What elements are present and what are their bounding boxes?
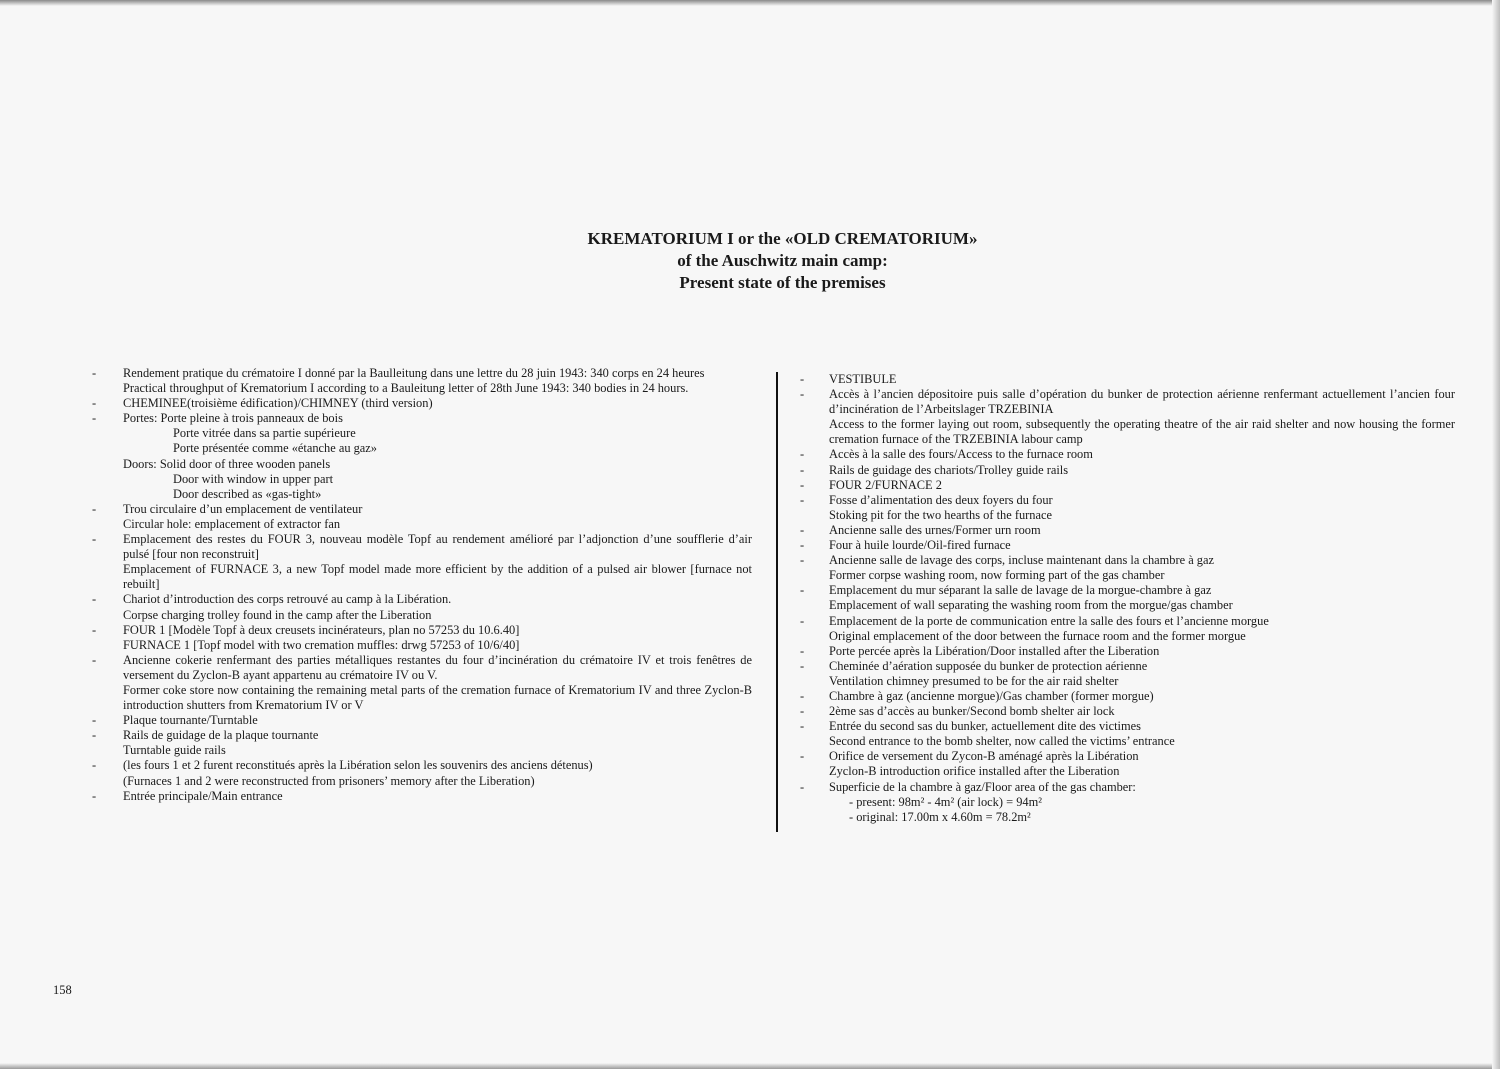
legend-entry <box>92 426 752 456</box>
list-dash: - <box>92 396 97 411</box>
legend-entry-text: Ancienne cokerie renfermant des parties métalliques restantes du four d’incinération du crématoire IV et trois fenêtres de versement du Zyclon-B ayant appartenu au crématoire IV ou V. <box>123 652 752 682</box>
legend-entry-text: Door with window in upper part <box>173 471 334 486</box>
list-dash: - <box>800 553 805 568</box>
page-number: 158 <box>53 983 72 997</box>
list-dash: - <box>92 652 97 667</box>
legend-entry <box>800 372 1455 387</box>
legend-entry <box>800 478 1455 493</box>
page-edge-top <box>0 0 1500 6</box>
legend-entry-text: Chariot d’introduction des corps retrouvé au camp à la Libération. <box>123 592 452 607</box>
legend-entry-text: Porte présentée comme «étanche au gaz» <box>173 441 378 456</box>
legend-entry <box>92 713 752 728</box>
legend-entry-text: Corpse charging trolley found in the camp after the Liberation <box>123 607 432 622</box>
legend-entry-text: Second entrance to the bomb shelter, now called the victims’ entrance <box>829 734 1175 749</box>
legend-entry <box>92 457 752 472</box>
list-dash: - <box>800 749 805 764</box>
list-dash: - <box>800 477 805 492</box>
legend-entry-text: Porte percée après la Libération/Door installed after the Liberation <box>829 643 1160 658</box>
list-dash: - <box>92 758 97 773</box>
legend-entry <box>92 653 752 713</box>
list-dash: - <box>92 622 97 637</box>
legend-entry-text: FURNACE 1 [Topf model with two cremation muffles: drwg 57253 of 10/6/40] <box>123 637 520 652</box>
legend-right-column <box>800 372 1455 825</box>
legend-entry-text: Entrée du second sas du bunker, actuellement dite des victimes <box>829 719 1141 734</box>
list-dash: - <box>92 592 97 607</box>
legend-entry <box>800 447 1455 462</box>
list-dash: - <box>800 462 805 477</box>
list-dash: - <box>92 366 97 380</box>
list-dash: - <box>800 522 805 537</box>
column-divider <box>776 372 778 832</box>
legend-entry-text: Turntable guide rails <box>123 743 226 758</box>
legend-entry-text: Superficie de la chambre à gaz/Floor area of the gas chamber: <box>829 779 1136 794</box>
legend-entry <box>92 789 752 804</box>
legend-entry-text: Orifice de versement du Zycon-B aménagé après la Libération <box>829 749 1139 764</box>
legend-entry-text: FOUR 1 [Modèle Topf à deux creusets incinérateurs, plan no 57253 du 10.6.40] <box>123 622 520 637</box>
legend-entry-text: VESTIBULE <box>829 372 897 386</box>
list-dash: - <box>800 583 805 598</box>
legend-entry <box>800 583 1455 613</box>
legend-entry <box>800 704 1455 719</box>
legend-entry <box>800 659 1455 689</box>
legend-entry <box>800 780 1455 825</box>
legend-entry-text: Emplacement des restes du FOUR 3, nouveau modèle Topf au rendement amélioré par l’adjonction d’une soufflerie d’air pulsé [four non reconstruit] <box>123 532 752 562</box>
list-dash: - <box>92 532 97 547</box>
legend-entry-text: Cheminée d’aération supposée du bunker de protection aérienne <box>829 658 1148 673</box>
legend-entry-text: Rails de guidage de la plaque tournante <box>123 728 319 743</box>
legend-entry-text: Former coke store now containing the remaining metal parts of the cremation furnace of Krematorium IV and three Zyclon-B introduction shutters from Krematorium IV or V <box>123 682 752 713</box>
legend-entry <box>92 728 752 758</box>
legend-entry <box>800 644 1455 659</box>
legend-entry <box>800 493 1455 523</box>
page-title <box>0 228 1500 294</box>
list-dash: - <box>92 788 97 803</box>
legend-entry-text: Ancienne salle de lavage des corps, incluse maintenant dans la chambre à gaz <box>829 553 1214 568</box>
list-dash: - <box>800 387 805 402</box>
legend-entry-text: (Furnaces 1 and 2 were reconstructed from prisoners’ memory after the Liberation) <box>123 773 535 788</box>
legend-entry <box>800 614 1455 644</box>
legend-entry <box>92 366 752 396</box>
list-dash: - <box>92 728 97 743</box>
list-dash: - <box>800 372 805 386</box>
list-dash: - <box>800 779 805 794</box>
title-line-3: Present state of the premises <box>679 273 886 292</box>
legend-sub-item: - present: 98m² - 4m² (air lock) = 94m² <box>849 794 1042 809</box>
legend-entry <box>800 719 1455 749</box>
list-dash: - <box>800 643 805 658</box>
legend-entry-text: Chambre à gaz (ancienne morgue)/Gas chamber (former morgue) <box>829 688 1154 703</box>
list-dash: - <box>800 688 805 703</box>
legend-entry-text: Porte vitrée dans sa partie supérieure <box>173 426 356 441</box>
legend-entry-text: Trou circulaire d’un emplacement de ventilateur <box>123 501 363 516</box>
legend-entry-text: Rendement pratique du crématoire I donné par la Baulleitung dans une lettre du 28 juin 1943: 340 corps en 24 heures <box>123 366 705 380</box>
list-dash: - <box>800 704 805 719</box>
legend-entry <box>92 758 752 788</box>
legend-entry-text: Former corpse washing room, now forming part of the gas chamber <box>829 568 1165 583</box>
legend-entry <box>92 532 752 592</box>
legend-entry-text: Access to the former laying out room, subsequently the operating theatre of the air raid shelter and now housing the former cremation furnace of the TRZEBINIA labour camp <box>829 417 1455 447</box>
list-dash: - <box>92 713 97 728</box>
legend-entry-text: Ventilation chimney presumed to be for the air raid shelter <box>829 673 1119 688</box>
legend-entry-text: Emplacement de la porte de communication entre la salle des fours et l’ancienne morgue <box>829 613 1269 628</box>
legend-entry <box>800 749 1455 779</box>
list-dash: - <box>800 719 805 734</box>
title-line-2: of the Auschwitz main camp: <box>677 251 888 270</box>
legend-entry-text: Fosse d’alimentation des deux foyers du four <box>829 492 1053 507</box>
legend-entry-text: Portes: Porte pleine à trois panneaux de bois <box>123 411 343 426</box>
legend-entry <box>92 592 752 622</box>
legend-entry <box>92 623 752 653</box>
legend-entry <box>800 689 1455 704</box>
legend-entry-text: Four à huile lourde/Oil-fired furnace <box>829 538 1011 553</box>
legend-entry-text: Stoking pit for the two hearths of the furnace <box>829 507 1052 522</box>
legend-sub-item: - original: 17.00m x 4.60m = 78.2m² <box>849 809 1031 824</box>
legend-entry <box>92 502 752 532</box>
legend-entry-text: Circular hole: emplacement of extractor fan <box>123 516 341 531</box>
legend-entry-text: Entrée principale/Main entrance <box>123 788 283 803</box>
list-dash: - <box>800 613 805 628</box>
list-dash: - <box>92 411 97 426</box>
list-dash: - <box>92 501 97 516</box>
legend-entry <box>800 523 1455 538</box>
legend-entry-text: Practical throughput of Krematorium I according to a Bauleitung letter of 28th June 1943: 340 bodies in 24 hours. <box>123 381 689 396</box>
legend-entry <box>800 553 1455 583</box>
legend-entry <box>92 396 752 411</box>
legend-entry <box>800 463 1455 478</box>
list-dash: - <box>800 447 805 462</box>
legend-entry <box>800 538 1455 553</box>
legend-entry-text: Emplacement of wall separating the washing room from the morgue/gas chamber <box>829 598 1233 613</box>
legend-entry-text: Plaque tournante/Turntable <box>123 713 258 728</box>
list-dash: - <box>800 658 805 673</box>
legend-entry <box>92 472 752 502</box>
legend-entry-text: Accès à la salle des fours/Access to the furnace room <box>829 447 1093 462</box>
title-line-1: KREMATORIUM I or the «OLD CREMATORIUM» <box>587 229 978 248</box>
legend-entry-text: Door described as «gas-tight» <box>173 486 322 501</box>
list-dash: - <box>800 492 805 507</box>
legend-entry <box>800 387 1455 447</box>
legend-entry-text: 2ème sas d’accès au bunker/Second bomb shelter air lock <box>829 704 1115 719</box>
legend-entry-text: Rails de guidage des chariots/Trolley guide rails <box>829 462 1069 477</box>
legend-entry-text: Emplacement of FURNACE 3, a new Topf model made more efficient by the addition of a pulsed air blower [furnace not rebuilt] <box>123 562 752 592</box>
legend-entry-text: Doors: Solid door of three wooden panels <box>123 456 331 471</box>
legend-left-column <box>92 366 752 804</box>
legend-entry-text: Zyclon-B introduction orifice installed after the Liberation <box>829 764 1120 779</box>
page-edge-bottom <box>0 1063 1500 1069</box>
legend-entry-text: (les fours 1 et 2 furent reconstitués après la Libération selon les souvenirs des anciens détenus) <box>123 758 593 773</box>
page-edge-right <box>1492 0 1500 1069</box>
legend-entry-text: CHEMINEE(troisième édification)/CHIMNEY (third version) <box>123 396 433 411</box>
legend-entry-text: FOUR 2/FURNACE 2 <box>829 477 942 492</box>
legend-entry <box>92 411 752 426</box>
legend-entry-text: Original emplacement of the door between the furnace room and the former morgue <box>829 628 1246 643</box>
legend-entry-text: Ancienne salle des urnes/Former urn room <box>829 522 1041 537</box>
legend-entry-text: Emplacement du mur séparant la salle de lavage de la morgue-chambre à gaz <box>829 583 1212 598</box>
list-dash: - <box>800 538 805 553</box>
legend-entry-text: Accès à l’ancien dépositoire puis salle d’opération du bunker de protection aérienne renfermant actuellement l’ancien four d’incinération de l’Arbeitslager TRZEBINIA <box>829 387 1455 417</box>
